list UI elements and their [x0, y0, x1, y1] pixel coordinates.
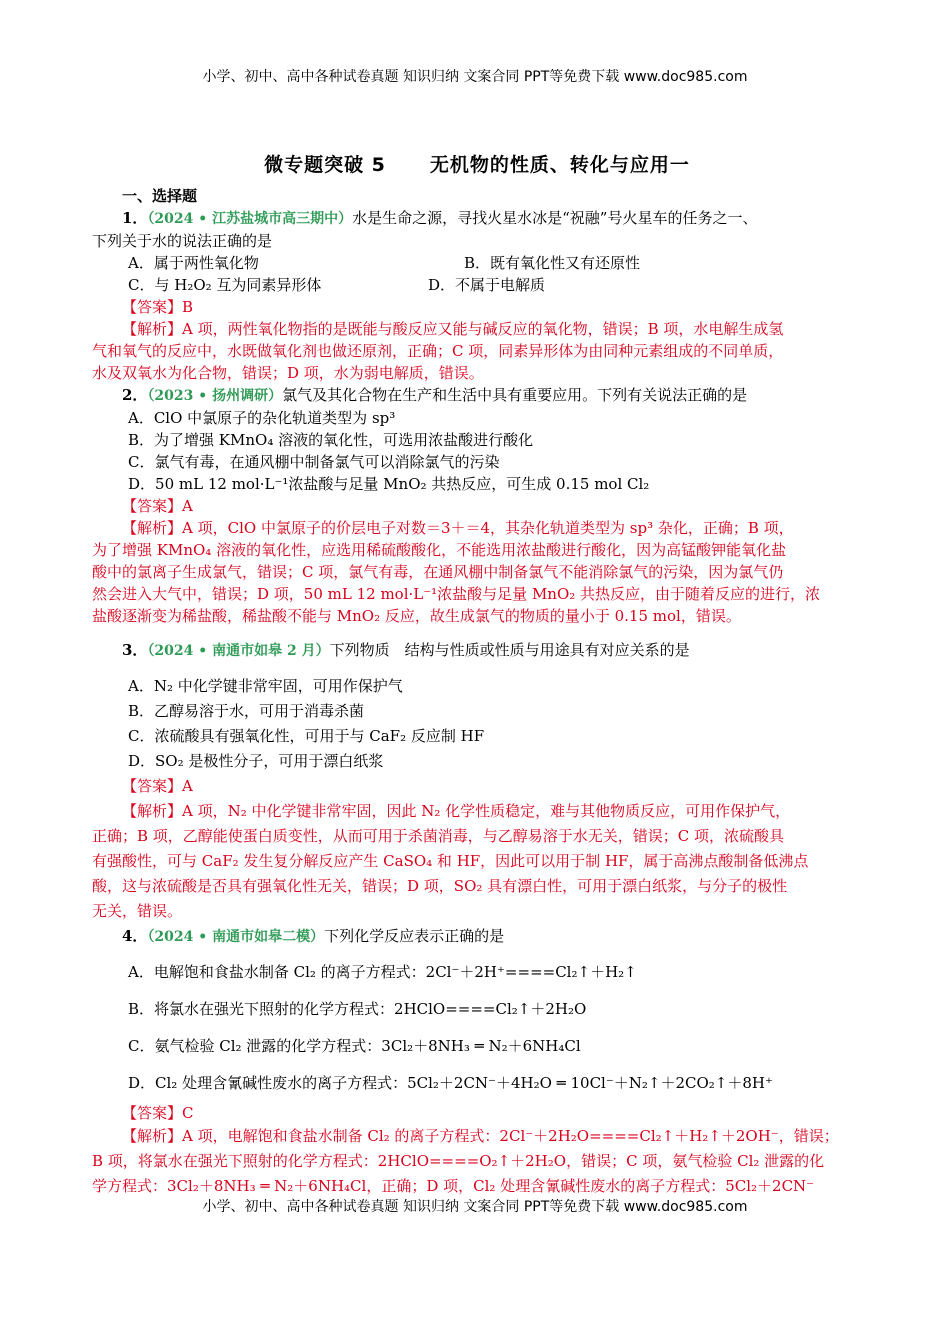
q3-analysis-4: 酸，这与浓硫酸是否具有强氧化性无关，错误；D 项，SO₂ 具有漂白性，可用于漂白纸浆，与分子的极性 [92, 877, 788, 895]
q4-option-a: A．电解饱和食盐水制备 Cl₂ 的离子方程式：2Cl⁻＋2H⁺====Cl₂↑＋H₂↑ [128, 963, 637, 981]
q4-analysis-2: B 项，将氯水在强光下照射的化学方程式：2HClO====O₂↑＋2H₂O，错误；C 项，氨气检验 Cl₂ 泄露的化 [92, 1152, 825, 1170]
q1-option-b: B．既有氧化性又有还原性 [464, 254, 641, 272]
q3-option-c: C．浓硫酸具有强氧化性，可用于与 CaF₂ 反应制 HF [128, 727, 485, 745]
q1-number: 1． [122, 209, 148, 227]
q3-analysis-2: 正确；B 项，乙醇能使蛋白质变性，从而可用于杀菌消毒，与乙醇易溶于水无关，错误；C 项，浓硫酸具 [92, 827, 785, 845]
q2-stem: 氯气及其化合物在生产和生活中具有重要应用。下列有关说法正确的是 [282, 386, 748, 404]
q1-analysis-3: 水及双氧水为化合物，错误；D 项，水为弱电解质，错误。 [92, 364, 484, 382]
q3-analysis-1: 【解析】A 项，N₂ 中化学键非常牢固，因此 N₂ 化学性质稳定，难与其他物质反应，可用作保护气， [122, 802, 791, 820]
q2-answer: 【答案】A [122, 497, 193, 515]
q2-analysis-4: 然会进入大气中，错误；D 项，50 mL 12 mol·L⁻¹浓盐酸与足量 MnO₂ 共热反应，由于随着反应的进行，浓 [92, 585, 821, 603]
q3-option-d: D．SO₂ 是极性分子，可用于漂白纸浆 [128, 752, 384, 770]
q2-analysis-3: 酸中的氯离子生成氯气，错误；C 项，氯气有毒，在通风棚中制备氯气不能消除氯气的污染，因为氯气仍 [92, 563, 784, 581]
q1-source: （2024 • 江苏盐城市高三期中） [147, 211, 353, 227]
q4-option-c: C．氨气检验 Cl₂ 泄露的化学方程式：3Cl₂＋8NH₃ ═ N₂＋6NH₄Cl [128, 1037, 581, 1055]
question-4 [92, 924, 862, 1199]
q4-option-d: D．Cl₂ 处理含氰碱性废水的离子方程式：5Cl₂＋2CN⁻＋4H₂O ═ 10Cl⁻＋N₂↑＋2CO₂↑＋8H⁺ [128, 1074, 773, 1092]
q1-stem-cont: 下列关于水的说法正确的是 [92, 232, 273, 250]
q4-analysis-3: 学方程式：3Cl₂＋8NH₃ ═ N₂＋6NH₄Cl，正确；D 项，Cl₂ 处理含氰碱性废水的离子方程式：5Cl₂＋2CN⁻ [92, 1177, 815, 1195]
page-title [92, 150, 862, 177]
q2-source: （2023 • 扬州调研） [147, 388, 283, 404]
q4-stem: 下列化学反应表示正确的是 [324, 927, 505, 945]
q2-analysis-5: 盐酸逐渐变为稀盐酸，稀盐酸不能与 MnO₂ 反应，故生成氯气的物质的量小于 0.15 mol，错误。 [92, 607, 741, 625]
q4-source: （2024 • 南通市如皋二模） [147, 929, 325, 945]
q1-option-a: A．属于两性氧化物 [128, 254, 259, 272]
q3-analysis-3: 有强酸性，可与 CaF₂ 发生复分解反应产生 CaSO₄ 和 HF，因此可以用于制 HF，属于高沸点酸制备低沸点 [92, 852, 809, 870]
q3-option-a: A．N₂ 中化学键非常牢固，可用作保护气 [128, 677, 403, 695]
q1-answer: 【答案】B [122, 298, 194, 316]
q3-stem: 下列物质 结构与性质或性质与用途具有对应关系的是 [329, 641, 690, 659]
q1-analysis-1: 【解析】A 项，两性氧化物指的是既能与酸反应又能与碱反应的氧化物，错误；B 项，水电解生成氢 [122, 320, 784, 338]
q4-answer: 【答案】C [122, 1104, 194, 1122]
q4-option-b: B．将氯水在强光下照射的化学方程式：2HClO====Cl₂↑＋2H₂O [128, 1000, 587, 1018]
section-heading: 一、选择题 [122, 187, 198, 205]
q2-analysis-1: 【解析】A 项，ClO 中氯原子的价层电子对数＝3＋＝4，其杂化轨道类型为 sp³ 杂化，正确；B 项， [122, 519, 794, 537]
q2-analysis-2: 为了增强 KMnO₄ 溶液的氧化性，应选用稀硫酸酸化，不能选用浓盐酸进行酸化，因为高锰酸钾能氧化盐 [92, 541, 787, 559]
q3-number: 3． [122, 641, 148, 659]
title-right: 无机物的性质、转化与应用一 [429, 154, 690, 176]
q2-option-b: B．为了增强 KMnO₄ 溶液的氧化性，可选用浓盐酸进行酸化 [128, 431, 534, 449]
q1-analysis-2: 气和氧气的反应中，水既做氧化剂也做还原剂，正确；C 项，同素异形体为由同种元素组成的不同单质， [92, 342, 784, 360]
q1-option-d: D．不属于电解质 [428, 276, 546, 294]
question-3 [92, 639, 862, 924]
page-footer: 小学、初中、高中各种试卷真题 知识归纳 文案合同 PPT等免费下载 www.doc985.com [202, 1199, 748, 1215]
q2-number: 2． [122, 386, 148, 404]
q4-analysis-1: 【解析】A 项，电解饱和食盐水制备 Cl₂ 的离子方程式：2Cl⁻＋2H₂O====Cl₂↑＋H₂↑＋2OH⁻，错误； [122, 1127, 839, 1145]
q4-number: 4． [122, 927, 148, 945]
q3-source: （2024 • 南通市如皋 2 月） [147, 643, 330, 659]
question-1 [92, 207, 862, 384]
q3-answer: 【答案】A [122, 777, 193, 795]
q2-option-a: A．ClO 中氯原子的杂化轨道类型为 sp³ [128, 409, 396, 427]
title-left: 微专题突破 5 [264, 154, 386, 176]
document-body [92, 150, 862, 1199]
page-header: 小学、初中、高中各种试卷真题 知识归纳 文案合同 PPT等免费下载 www.doc985.com [202, 69, 748, 85]
q2-option-d: D．50 mL 12 mol·L⁻¹浓盐酸与足量 MnO₂ 共热反应，可生成 0.15 mol Cl₂ [128, 475, 650, 493]
q3-analysis-5: 无关，错误。 [92, 902, 183, 920]
q1-option-c: C．与 H₂O₂ 互为同素异形体 [128, 276, 322, 294]
q3-option-b: B．乙醇易溶于水，可用于消毒杀菌 [128, 702, 365, 720]
question-2 [92, 384, 862, 627]
q2-option-c: C．氯气有毒，在通风棚中制备氯气可以消除氯气的污染 [128, 453, 500, 471]
q1-stem: 水是生命之源，寻找火星水冰是“祝融”号火星车的任务之一、 [352, 209, 758, 227]
